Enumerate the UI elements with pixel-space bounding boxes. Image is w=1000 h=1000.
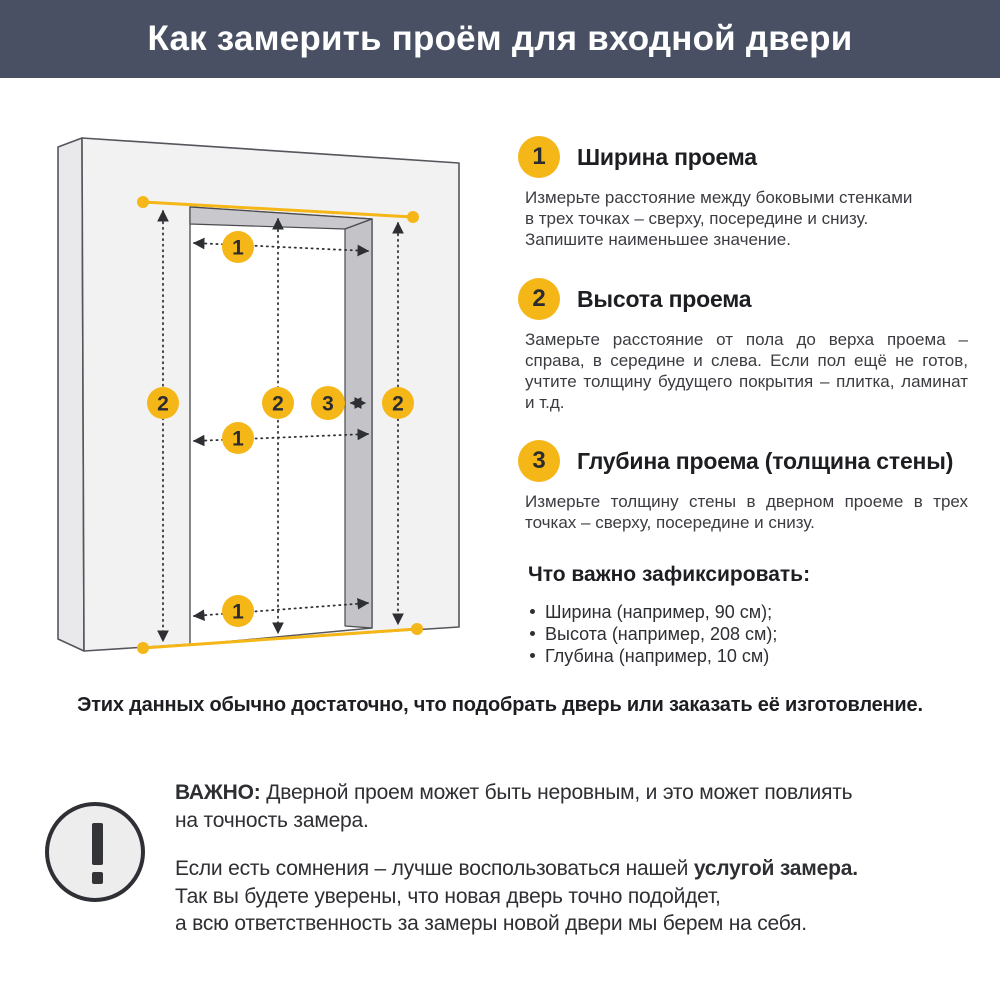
- step-1-body-line: Запишите наименьшее значение.: [525, 230, 791, 249]
- svg-text:2: 2: [272, 392, 284, 416]
- svg-text:2: 2: [157, 392, 169, 416]
- page-title: Как замерить проём для входной двери: [147, 19, 853, 58]
- checklist-item: Ширина (например, 90 см);: [528, 601, 978, 623]
- top-line-right-dot: [407, 211, 419, 223]
- advice-line-1: Если есть сомнения – лучше воспользоваться нашей услугой замера.: [175, 857, 858, 880]
- important-label: ВАЖНО:: [175, 781, 261, 804]
- advice-line-3: а всю ответственность за замеры новой двери мы берем на себя.: [175, 912, 807, 935]
- checklist-item: Глубина (например, 10 см): [528, 645, 978, 667]
- checklist-item: Высота (например, 208 см);: [528, 623, 978, 645]
- depth-badge: [311, 386, 345, 420]
- height-badge-right: [382, 387, 414, 419]
- checklist: [528, 563, 978, 667]
- important-line-1: ВАЖНО: Дверной проем может быть неровным, и это может повлиять: [175, 781, 853, 804]
- step-1-title: Ширина проема: [577, 143, 757, 170]
- step-2-body: [525, 329, 968, 413]
- step-1-body-line: в трех точках – сверху, посередине и снизу.: [525, 209, 869, 228]
- step-3-badge: 3: [518, 440, 560, 482]
- important-note: [175, 779, 975, 938]
- step-2-title: Высота проема: [577, 285, 752, 312]
- step-2-body-line: и т.д.: [525, 393, 565, 412]
- advice-paragraph: [175, 855, 975, 938]
- step-2-body-line: учтите толщину будущего покрытия – плитка, ламинат: [525, 372, 968, 391]
- svg-text:2: 2: [392, 392, 404, 416]
- step-2-badge: 2: [518, 278, 560, 320]
- step-1-body: [525, 187, 968, 250]
- exclamation-bar: [92, 823, 103, 865]
- step-width: [518, 136, 970, 250]
- step-width-header: [518, 136, 970, 178]
- step-2-body-line: справа, в середине и слева. Если пол ещё не готов,: [525, 351, 968, 370]
- exclamation-icon: [45, 802, 145, 902]
- measure-service-label: услугой замера.: [693, 857, 858, 880]
- svg-text:1: 1: [232, 236, 244, 260]
- wall-side-face: [58, 138, 84, 651]
- right-jamb-reveal: [345, 219, 372, 628]
- checklist-title: Что важно зафиксировать:: [528, 563, 811, 586]
- step-depth: [518, 440, 970, 533]
- svg-text:3: 3: [322, 392, 334, 416]
- height-badge-middle: [262, 387, 294, 419]
- checklist-items: [528, 601, 978, 667]
- step-height-header: [518, 278, 970, 320]
- important-line-2: на точность замера.: [175, 809, 369, 832]
- step-depth-header: [518, 440, 970, 482]
- floor-line-left-dot: [137, 642, 149, 654]
- step-1-body-line: Измерьте расстояние между боковыми стенками: [525, 188, 913, 207]
- width-badge-top: [222, 231, 254, 263]
- step-1-badge: 1: [518, 136, 560, 178]
- exclamation-dot: [92, 872, 103, 884]
- step-height: [518, 278, 970, 413]
- door-measurement-diagram: [0, 0, 520, 700]
- svg-text:1: 1: [232, 600, 244, 624]
- step-3-body-line: точках – сверху, посередине и снизу.: [525, 513, 815, 532]
- floor-line-right-dot: [411, 623, 423, 635]
- advice-line-2: Так вы будете уверены, что новая дверь точно подойдет,: [175, 884, 721, 908]
- width-badge-middle: [222, 422, 254, 454]
- step-3-body-line: Измерьте толщину стены в дверном проеме в трех: [525, 492, 968, 511]
- height-badge-left: [147, 387, 179, 419]
- width-badge-bottom: [222, 595, 254, 627]
- summary-statement: Этих данных обычно достаточно, что подобрать дверь или заказать её изготовление.: [77, 694, 923, 716]
- svg-text:1: 1: [232, 427, 244, 451]
- step-3-body: [525, 491, 968, 533]
- top-line-left-dot: [137, 196, 149, 208]
- step-3-title: Глубина проема (толщина стены): [577, 447, 954, 474]
- step-2-body-line: Замерьте расстояние от пола до верха проема –: [525, 330, 968, 349]
